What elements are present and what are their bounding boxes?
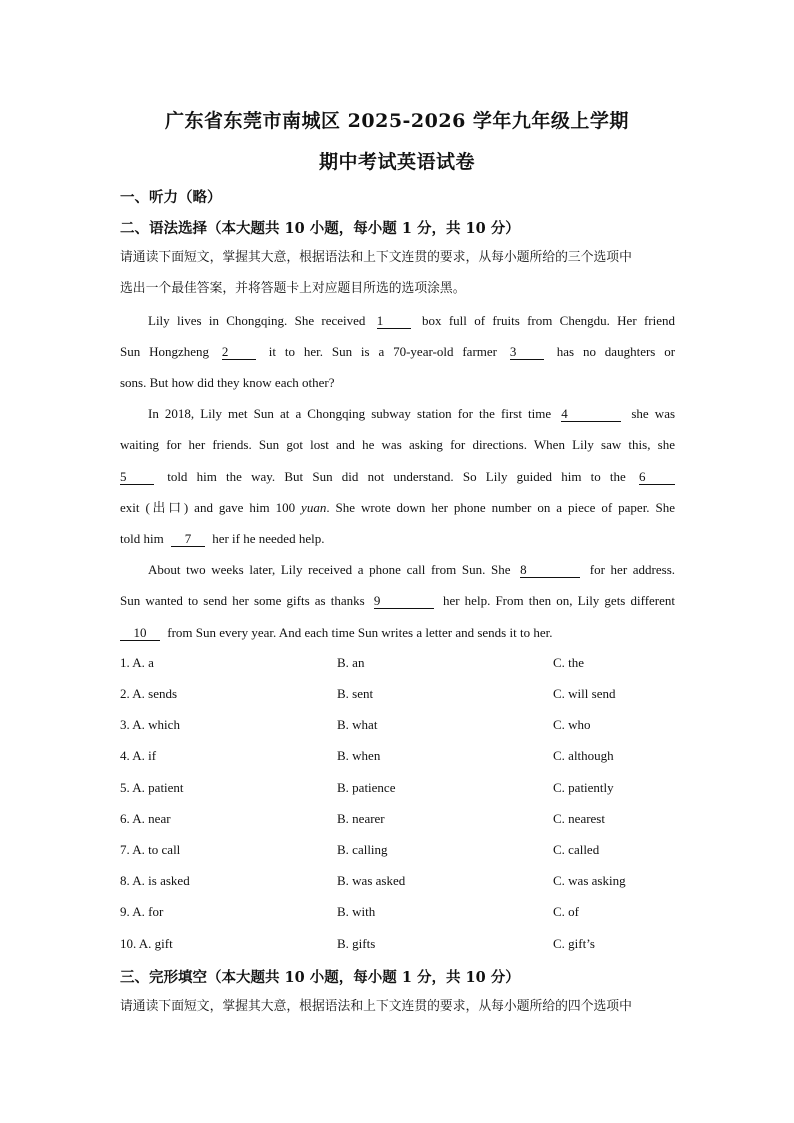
passage-line: Lily lives in Chongqing. She received 1 box full of fruits from Chengdu. Her friend bbox=[148, 313, 676, 328]
blank-7: 7 bbox=[171, 531, 205, 547]
blank-3: 3 bbox=[510, 344, 544, 360]
option-b: B. patience bbox=[337, 780, 396, 795]
option-b: B. an bbox=[337, 655, 365, 670]
option-b: B. when bbox=[337, 748, 381, 763]
option-b: B. gifts bbox=[337, 936, 376, 951]
cloze-instruction-line1: 请通读下面短文，掌握其大意，根据语法和上下文连贯的要求，从每小题所给的四个选项中 bbox=[120, 999, 632, 1014]
exam-title-line1: 广东省东莞市南城区 2025-2026 学年九年级上学期 bbox=[165, 110, 629, 132]
blank-10: 10 bbox=[120, 625, 160, 641]
blank-5: 5 bbox=[120, 469, 154, 485]
option-b: B. was asked bbox=[337, 873, 406, 888]
passage-line: told him 7 her if he needed help. bbox=[120, 531, 325, 546]
option-c: C. of bbox=[553, 904, 579, 919]
exam-title-line2: 期中考试英语试卷 bbox=[318, 151, 475, 173]
option-c: C. called bbox=[553, 842, 600, 857]
option-c: C. gift’s bbox=[553, 936, 595, 951]
option-c: C. was asking bbox=[553, 873, 626, 888]
option-a: 6. A. near bbox=[120, 811, 171, 826]
option-b: B. what bbox=[337, 717, 378, 732]
passage-line: About two weeks later, Lily received a phone call from Sun. She 8 for her address. bbox=[148, 562, 676, 577]
section-cloze-heading: 三、完形填空（本大题共 10 小题，每小题 1 分，共 10 分） bbox=[120, 969, 520, 986]
blank-4: 4 bbox=[561, 406, 621, 422]
passage-line: 5 told him the way. But Sun did not understand. So Lily guided him to the 6 bbox=[120, 468, 675, 486]
option-c: C. patiently bbox=[553, 780, 614, 795]
blank-8: 8 bbox=[520, 562, 580, 578]
option-c: C. who bbox=[553, 717, 591, 732]
passage-line: Sun Hongzheng 2 it to her. Sun is a 70-year-old farmer 3 has no daughters or bbox=[120, 344, 676, 359]
option-a: 7. A. to call bbox=[120, 842, 181, 857]
grammar-instruction-line2: 选出一个最佳答案，并将答题卡上对应题目所选的选项涂黑。 bbox=[120, 281, 466, 296]
option-b: B. calling bbox=[337, 842, 388, 857]
grammar-instruction-line1: 请通读下面短文，掌握其大意，根据语法和上下文连贯的要求，从每小题所给的三个选项中 bbox=[120, 250, 632, 265]
section-listening-heading: 一、听力（略） bbox=[120, 189, 222, 206]
blank-1: 1 bbox=[377, 313, 411, 329]
passage-line: 10 from Sun every year. And each time Sun writes a letter and sends it to her. bbox=[120, 624, 675, 642]
blank-9: 9 bbox=[374, 593, 434, 609]
option-b: B. nearer bbox=[337, 811, 385, 826]
passage-line: Sun wanted to send her some gifts as thanks 9 her help. From then on, Lily gets different bbox=[120, 593, 676, 608]
option-a: 1. A. a bbox=[120, 655, 154, 670]
option-a: 5. A. patient bbox=[120, 780, 184, 795]
blank-2: 2 bbox=[222, 344, 256, 360]
passage-line: sons. But how did they know each other? bbox=[120, 375, 335, 390]
option-a: 4. A. if bbox=[120, 748, 157, 763]
option-a: 9. A. for bbox=[120, 904, 164, 919]
passage-line: In 2018, Lily met Sun at a Chongqing subway station for the first time 4 she was bbox=[148, 406, 676, 421]
option-a: 8. A. is asked bbox=[120, 873, 190, 888]
option-c: C. the bbox=[553, 655, 585, 670]
option-c: C. nearest bbox=[553, 811, 605, 826]
option-b: B. sent bbox=[337, 686, 374, 701]
section-grammar-heading: 二、语法选择（本大题共 10 小题，每小题 1 分，共 10 分） bbox=[120, 220, 520, 237]
option-c: C. although bbox=[553, 748, 614, 763]
passage-line: waiting for her friends. Sun got lost and he was asking for directions. When Lily saw this, she bbox=[120, 437, 675, 452]
option-b: B. with bbox=[337, 904, 376, 919]
option-a: 3. A. which bbox=[120, 717, 180, 732]
passage-line: exit (出口) and gave him 100 yuan. She wrote down her phone number on a piece of paper. She bbox=[120, 500, 676, 515]
option-a: 2. A. sends bbox=[120, 686, 178, 701]
blank-6: 6 bbox=[639, 469, 675, 485]
option-a: 10. A. gift bbox=[120, 936, 173, 951]
option-c: C. will send bbox=[553, 686, 616, 701]
